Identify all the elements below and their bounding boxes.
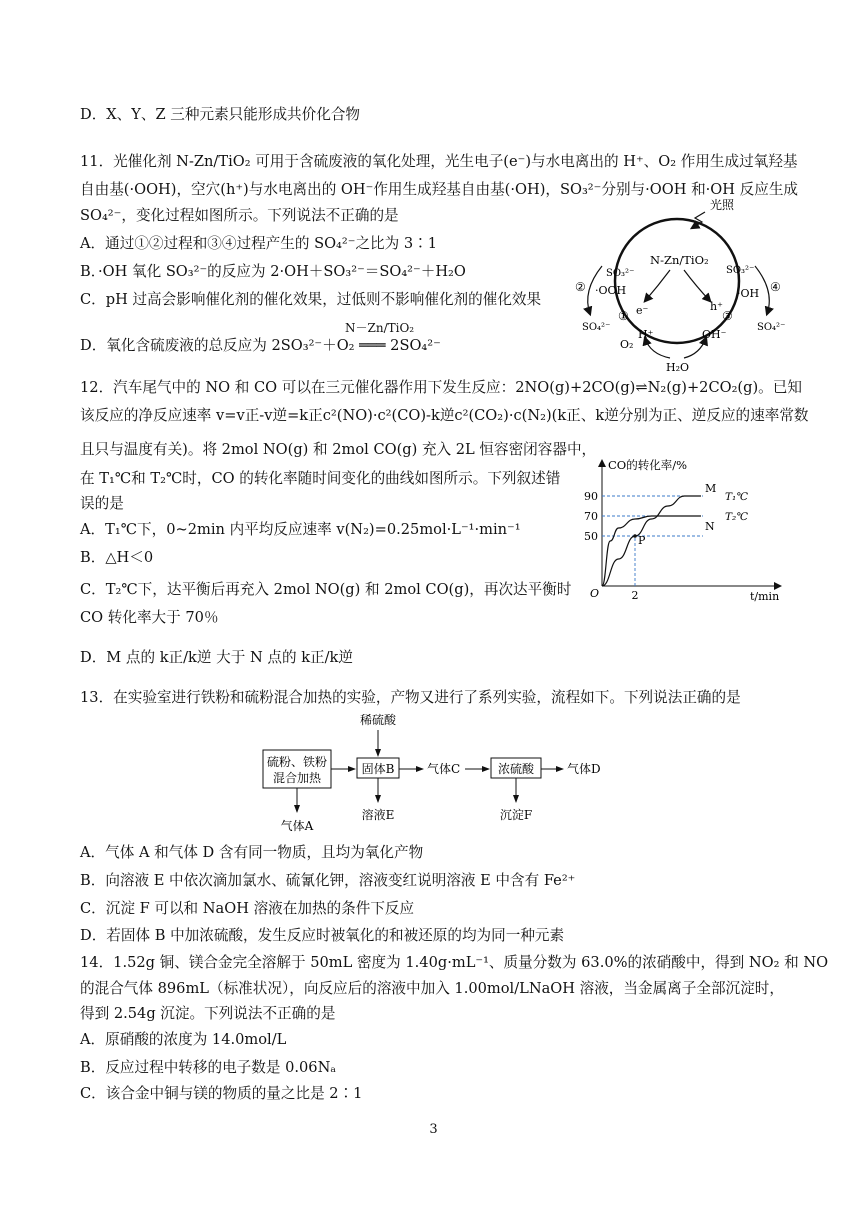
q11-option-b: B．·OH 氧化 SO₃²⁻的反应为 2·OH＋SO₃²⁻＝SO₄²⁻＋H₂O: [80, 263, 466, 280]
q12-option-c1: C．T₂℃下，达平衡后再充入 2mol NO(g) 和 2mol CO(g)，再次达平衡时: [80, 581, 572, 598]
electron-label: e⁻: [636, 304, 649, 317]
catalyst-circle: [615, 219, 739, 343]
o2-label: O₂: [620, 338, 634, 351]
q14-option-b: B．反应过程中转移的电子数是 0.06Nₐ: [80, 1059, 336, 1076]
series-2-line: [602, 516, 701, 586]
gas-c-label: 气体C: [427, 762, 461, 776]
box-mix-heat-line1: 硫粉、铁粉: [266, 755, 328, 769]
q11-reaction-condition: N－Zn/TiO₂: [345, 321, 415, 335]
so3-left-label: SO₃²⁻: [606, 268, 635, 279]
y-tick-50: 50: [584, 530, 598, 543]
co-conversion-chart: [580, 455, 795, 605]
q11-option-c: C．pH 过高会影响催化剂的催化效果，过低则不影响催化剂的催化效果: [80, 291, 542, 308]
q12-stem-line2: 该反应的净反应速率 v=v正-v逆=k正c²(NO)·c²(CO)-k逆c²(CO₂)·c(N₂)(k正、k逆分别为正、逆反应的速率常数: [80, 407, 809, 424]
origin-label: O: [590, 587, 600, 600]
so3-right-label: SO₃²⁻: [726, 265, 755, 276]
hole-label: h⁺: [710, 300, 723, 313]
y-tick-70: 70: [584, 510, 598, 523]
series-1-end-label: M: [705, 482, 717, 495]
box-conc-acid-label: 浓硫酸: [497, 762, 535, 776]
q12-stem-line5: 误的是: [80, 495, 124, 512]
q13-option-d: D．若固体 B 中加浓硫酸，发生反应时被氧化的和被还原的均为同一种元素: [80, 927, 565, 944]
page-number: 3: [429, 1122, 438, 1137]
q12-stem-line1: 12．汽车尾气中的 NO 和 CO 可以在三元催化器作用下发生反应：2NO(g)+2CO(g)⇌N₂(g)+2CO₂(g)。已知: [80, 379, 802, 396]
q13-option-a: A．气体 A 和气体 D 含有同一物质，且均为氧化产物: [80, 844, 424, 861]
ohminus-label: OH⁻: [702, 328, 727, 341]
series-2-name: T₂℃: [725, 511, 748, 523]
q12-option-d: D．M 点的 k正/k逆 大于 N 点的 k正/k逆: [80, 649, 353, 666]
point-p-label: P: [638, 534, 646, 547]
q12-stem-line4: 在 T₁℃和 T₂℃时，CO 的转化率随时间变化的曲线如图所示。下列叙述错: [80, 470, 561, 487]
q11-option-a: A．通过①②过程和③④过程产生的 SO₄²⁻之比为 3∶1: [80, 235, 438, 252]
q14-option-a: A．原硝酸的浓度为 14.0mol/L: [80, 1031, 287, 1048]
ooh-label: ·OOH: [595, 284, 627, 297]
num-3: ③: [722, 309, 733, 323]
series-1-name: T₁℃: [725, 491, 748, 503]
so4-left-label: SO₄²⁻: [582, 322, 611, 333]
oh-label: ·OH: [737, 287, 760, 300]
so4-right-label: SO₄²⁻: [757, 322, 785, 333]
catalyst-label: N-Zn/TiO₂: [650, 253, 709, 267]
q11-option-d: D．氧化含硫废液的总反应为 2SO₃²⁻＋O₂ ═══ 2SO₄²⁻: [80, 337, 441, 354]
x-axis-label: t/min: [750, 590, 780, 603]
q11-stem-line1: 11．光催化剂 N-Zn/TiO₂ 可用于含硫废液的氧化处理，光生电子(e⁻)与水电离出的 H⁺、O₂ 作用生成过氧羟基: [80, 153, 798, 170]
series-1-line: [602, 496, 701, 586]
q12-stem-line3: 且只与温度有关)。将 2mol NO(g) 和 2mol CO(g) 充入 2L 恒容密闭容器中，: [80, 441, 597, 458]
q14-stem-line3: 得到 2.54g 沉淀。下列说法不正确的是: [80, 1005, 336, 1022]
q11-stem-line2: 自由基(·OOH)，空穴(h⁺)与水电离出的 OH⁻作用生成羟基自由基(·OH)，SO₃²⁻分别与·OOH 和·OH 反应生成: [80, 181, 799, 198]
series-2-end-label: N: [705, 520, 715, 533]
q10-option-d: D．X、Y、Z 三种元素只能形成共价化合物: [80, 106, 361, 123]
light-label: 光照: [710, 198, 735, 212]
gas-d-label: 气体D: [567, 762, 601, 776]
num-4: ④: [770, 280, 781, 294]
y-tick-90: 90: [584, 490, 598, 503]
q14-stem-line1: 14．1.52g 铜、镁合金完全溶解于 50mL 密度为 1.40g·mL⁻¹、质量分数为 63.0%的浓硝酸中，得到 NO₂ 和 NO: [80, 954, 829, 971]
point-p-marker: [633, 534, 637, 538]
gas-a-label: 气体A: [280, 819, 314, 833]
q12-option-b: B．△H＜0: [80, 549, 154, 566]
num-1: ①: [618, 309, 629, 323]
flow-diagram: [255, 710, 625, 840]
x-tick-2: 2: [631, 589, 639, 602]
hplus-label: H⁺: [638, 328, 654, 341]
dilute-acid-label: 稀硫酸: [359, 713, 397, 727]
q12-option-a: A．T₁℃下，0~2min 内平均反应速率 v(N₂)=0.25mol·L⁻¹·min⁻¹: [80, 521, 521, 538]
num-2: ②: [575, 280, 586, 294]
q14-option-c: C．该合金中铜与镁的物质的量之比是 2∶1: [80, 1085, 363, 1102]
y-axis-label: CO的转化率/%: [608, 458, 688, 472]
q11-stem-line3: SO₄²⁻，变化过程如图所示。下列说法不正确的是: [80, 207, 399, 224]
photocatalysis-diagram: [570, 196, 785, 376]
solution-e-label: 溶液E: [361, 808, 395, 822]
q14-stem-line2: 的混合气体 896mL（标准状况），向反应后的溶液中加入 1.00mol/LNaOH 溶液，当金属离子全部沉淀时，: [80, 980, 784, 997]
q12-option-c2: CO 转化率大于 70％: [80, 609, 219, 626]
q13-option-b: B．向溶液 E 中依次滴加氯水、硫氰化钾，溶液变红说明溶液 E 中含有 Fe²⁺: [80, 872, 576, 889]
box-solid-b-label: 固体B: [361, 762, 395, 776]
box-mix-heat-line2: 混合加热: [272, 771, 322, 785]
precipitate-f-label: 沉淀F: [499, 808, 533, 822]
q13-option-c: C．沉淀 F 可以和 NaOH 溶液在加热的条件下反应: [80, 900, 415, 917]
h2o-label: H₂O: [666, 361, 690, 374]
q13-stem: 13．在实验室进行铁粉和硫粉混合加热的实验，产物又进行了系列实验，流程如下。下列说法正确的是: [80, 689, 741, 706]
